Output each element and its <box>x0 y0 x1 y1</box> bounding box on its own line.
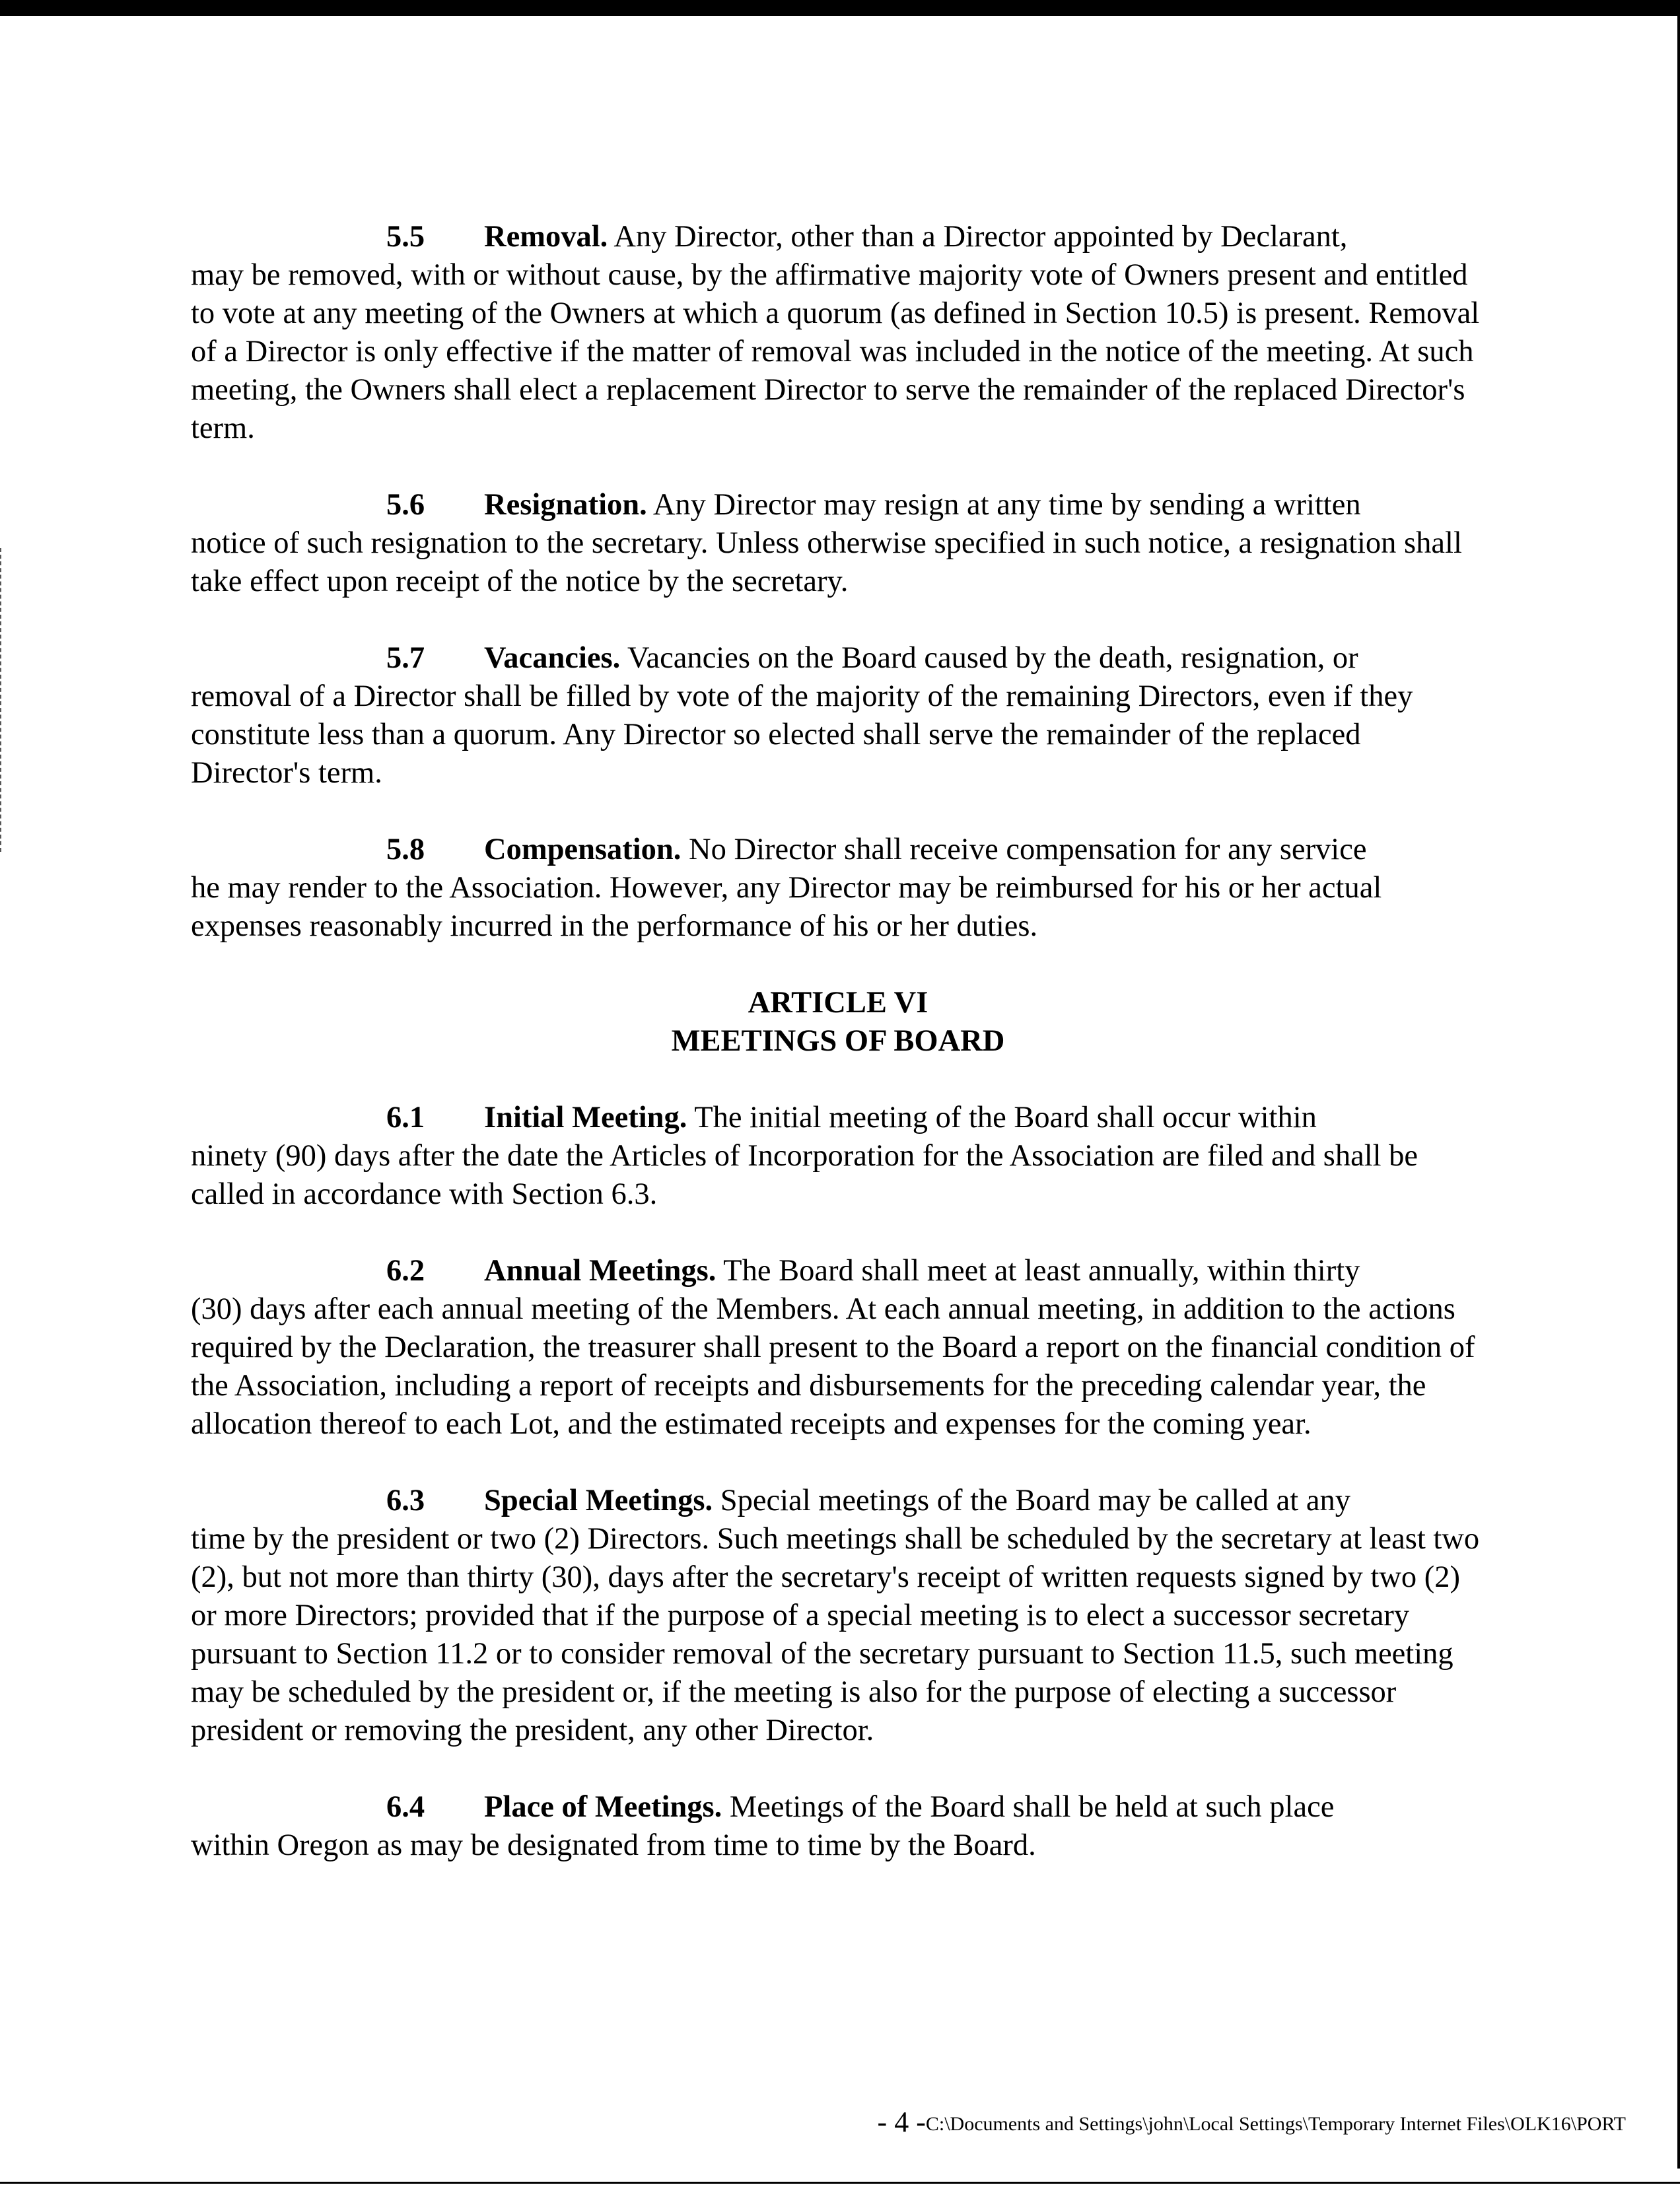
section-first-line: The Board shall meet at least annually, within thirty <box>723 1254 1360 1288</box>
section-5-5 <box>191 218 1485 448</box>
section-heading: Place of Meetings. <box>484 1790 722 1824</box>
section-heading: Resignation. <box>484 488 647 522</box>
section-5-6 <box>191 486 1485 601</box>
section-heading: Initial Meeting. <box>484 1101 687 1134</box>
section-body: time by the president or two (2) Directors. Such meetings shall be scheduled by the secretary at least two (2), but not more than thirty (30), days after the secretary's receipt of written requests signed by two (2) or more Directors; provided that if the purpose of a special meeting is to elect a successor secretary pursuant to Section 11.2 or to consider removal of the secretary pursuant to Section 11.5, such meeting may be scheduled by the president or, if the meeting is also for the purpose of electing a successor president or removing the president, any other Director. <box>191 1522 1480 1747</box>
section-heading: Special Meetings. <box>484 1484 713 1517</box>
section-body: notice of such resignation to the secretary. Unless otherwise specified in such notice, a resignation shall take effect upon receipt of the notice by the secretary. <box>191 526 1462 598</box>
section-6-2 <box>191 1252 1485 1443</box>
section-number: 5.6 <box>386 488 425 522</box>
section-first-line: Any Director may resign at any time by sending a written <box>652 488 1361 522</box>
section-body: (30) days after each annual meeting of the Members. At each annual meeting, in addition to the actions required by the Declaration, the treasurer shall present to the Board a report on the financial condition of the Association, including a report of receipts and disbursements for the preceding calendar year, the allocation thereof to each Lot, and the estimated receipts and expenses for the coming year. <box>191 1292 1475 1441</box>
section-first-line: The initial meeting of the Board shall occur within <box>694 1101 1317 1134</box>
section-body: may be removed, with or without cause, by the affirmative majority vote of Owners present and entitled to vote at any meeting of the Owners at which a quorum (as defined in Section 10.5) is present. Removal of a Director is only effective if the matter of removal was included in the notice of the meeting. At such meeting, the Owners shall elect a replacement Director to serve the remainder of the replaced Director's term. <box>191 258 1480 445</box>
section-body: within Oregon as may be designated from time to time by the Board. <box>191 1828 1036 1862</box>
section-5-7 <box>191 639 1485 792</box>
section-heading: Annual Meetings. <box>484 1254 717 1288</box>
section-heading: Compensation. <box>484 833 682 866</box>
section-number: 6.2 <box>386 1254 425 1288</box>
section-heading: Vacancies. <box>484 641 621 675</box>
section-6-1 <box>191 1099 1485 1214</box>
section-number: 6.1 <box>386 1101 425 1134</box>
section-body: ninety (90) days after the date the Articles of Incorporation for the Association are filed and shall be called in accordance with Section 6.3. <box>191 1139 1418 1211</box>
section-first-line: Any Director, other than a Director appointed by Declarant, <box>613 220 1348 254</box>
article-title: MEETINGS OF BOARD <box>671 1024 1005 1058</box>
file-path: C:\Documents and Settings\john\Local Settings\Temporary Internet Files\OLK16\PORT <box>925 2113 1626 2135</box>
scan-top-border <box>0 0 1680 16</box>
document-body <box>191 218 1485 1903</box>
section-6-4 <box>191 1788 1485 1865</box>
section-number: 5.8 <box>386 833 425 866</box>
scan-left-edge-marks <box>0 548 3 852</box>
scan-bottom-border <box>0 2182 1680 2184</box>
section-6-3 <box>191 1482 1485 1750</box>
section-heading: Removal. <box>484 220 608 254</box>
section-first-line: Special meetings of the Board may be called at any <box>720 1484 1350 1517</box>
section-number: 6.4 <box>386 1790 425 1824</box>
section-first-line: No Director shall receive compensation for any service <box>689 833 1367 866</box>
article-heading <box>191 984 1485 1060</box>
article-number: ARTICLE VI <box>748 986 928 1020</box>
page-footer <box>878 2105 1626 2139</box>
scan-right-border <box>1677 16 1680 2169</box>
section-first-line: Vacancies on the Board caused by the death, resignation, or <box>627 641 1358 675</box>
section-first-line: Meetings of the Board shall be held at such place <box>729 1790 1335 1824</box>
section-body: removal of a Director shall be filled by vote of the majority of the remaining Directors, even if they constitute less than a quorum. Any Director so elected shall serve the remainder of the replaced Director's term. <box>191 679 1413 790</box>
section-number: 5.5 <box>386 220 425 254</box>
section-number: 6.3 <box>386 1484 425 1517</box>
section-5-8 <box>191 831 1485 946</box>
section-body: he may render to the Association. However, any Director may be reimbursed for his or her actual expenses reasonably incurred in the performance of his or her duties. <box>191 871 1382 943</box>
page-number: - 4 - <box>877 2106 926 2138</box>
section-number: 5.7 <box>386 641 425 675</box>
